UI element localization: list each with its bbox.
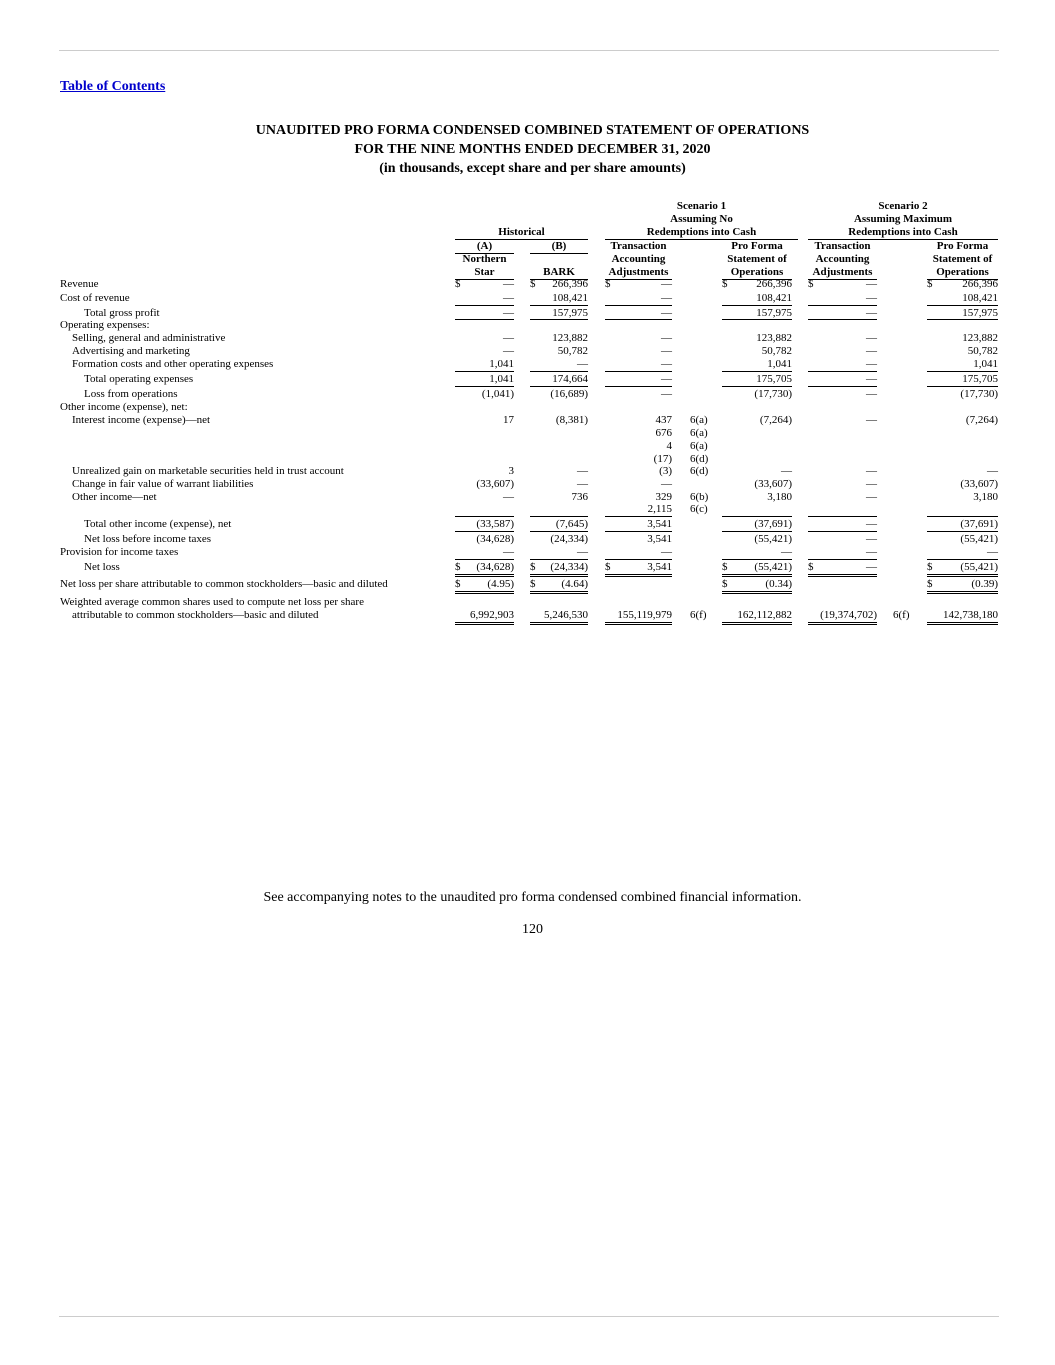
table-cell: — [530, 358, 588, 372]
table-rule [808, 531, 877, 532]
dollar-sign: $ [455, 578, 461, 590]
table-cell: (34,628) [455, 561, 514, 577]
table-cell: 6,992,903 [455, 609, 514, 625]
column-header: Star [455, 266, 514, 280]
table-cell: 5,246,530 [530, 609, 588, 625]
scenario-1-header: Scenario 1 [676, 200, 727, 212]
table-cell: 175,705 [962, 373, 998, 385]
table-cell: (17) [653, 453, 672, 465]
row-label: Other income—net [72, 491, 157, 503]
table-cell: 175,705 [756, 373, 792, 385]
row-label: Provision for income taxes [60, 546, 179, 558]
scenario-1-header: Assuming No [670, 213, 733, 225]
table-cell: (0.34) [722, 578, 792, 594]
table-cell: 3,180 [767, 491, 792, 503]
table-cell: (24,334) [550, 533, 588, 545]
dollar-sign: $ [455, 561, 461, 573]
table-cell: — [866, 546, 877, 558]
table-rule [808, 516, 877, 517]
table-cell: — [577, 465, 588, 477]
row-label: Loss from operations [84, 388, 178, 400]
table-cell: (33,607) [754, 478, 792, 490]
table-cell: — [866, 307, 877, 319]
table-cell: — [661, 278, 672, 290]
table-cell: 3,541 [647, 518, 672, 530]
table-cell: (0.39) [927, 578, 998, 594]
scenario-2-header: Assuming Maximum [853, 213, 953, 225]
dollar-sign: $ [530, 278, 536, 290]
table-cell: 50,782 [557, 345, 588, 357]
scenario-2-header: Scenario 2 [878, 200, 928, 212]
table-cell: 108,421 [962, 292, 998, 304]
table-cell: — [661, 292, 672, 304]
table-cell: — [987, 546, 998, 558]
table-rule [530, 516, 588, 517]
column-header: Operations [722, 266, 792, 280]
row-label: Net loss per share attributable to common stockholders—basic and diluted [60, 578, 388, 590]
table-rule [455, 559, 514, 560]
table-rule [455, 531, 514, 532]
table-cell: — [866, 345, 877, 357]
table-cell: — [503, 332, 514, 344]
table-cell: (55,421) [927, 561, 998, 577]
table-cell: — [577, 546, 588, 558]
table-cell: 3,541 [605, 561, 672, 577]
table-cell: 266,396 [756, 278, 792, 290]
table-cell: — [866, 388, 877, 400]
row-label: Advertising and marketing [72, 345, 190, 357]
table-cell: 329 [655, 491, 672, 503]
row-label: Change in fair value of warrant liabilities [72, 478, 254, 490]
row-label: Total operating expenses [84, 373, 194, 385]
table-cell: (4.64) [530, 578, 588, 594]
table-cell: (55,421) [722, 561, 792, 577]
adjustment-note: 6(a) [690, 440, 708, 452]
table-cell: — [866, 533, 877, 545]
table-cell: 17 [503, 414, 514, 426]
table-cell: 174,664 [552, 373, 588, 385]
dollar-sign: $ [530, 561, 536, 573]
table-cell: (34,628) [476, 533, 514, 545]
row-label: Selling, general and administrative [72, 332, 226, 344]
table-cell: — [866, 292, 877, 304]
table-cell: — [987, 465, 998, 477]
adjustment-note: 6(d) [690, 453, 709, 465]
table-cell: — [866, 278, 877, 290]
table-rule [455, 319, 514, 320]
adjustment-note: 6(d) [690, 465, 709, 477]
row-label: Net loss [84, 561, 120, 573]
table-cell: (24,334) [530, 561, 588, 577]
table-cell: — [661, 478, 672, 490]
row-label: attributable to common stockholders—basic and diluted [72, 609, 319, 621]
table-rule [808, 305, 877, 306]
table-cell: 50,782 [967, 345, 998, 357]
table-cell: (7,264) [759, 414, 792, 426]
table-cell: — [866, 491, 877, 503]
column-header: Transaction [814, 240, 871, 252]
table-rule [722, 386, 792, 387]
table-cell: — [503, 491, 514, 503]
table-cell: — [808, 561, 877, 577]
table-cell: 437 [655, 414, 672, 426]
table-cell: — [503, 278, 514, 290]
row-label: Weighted average common shares used to compute net loss per share [60, 596, 364, 608]
table-cell: — [661, 388, 672, 400]
table-rule [530, 319, 588, 320]
table-cell: (33,587) [476, 518, 514, 530]
table-rule [927, 559, 998, 560]
top-divider [59, 50, 999, 51]
table-rule [605, 305, 672, 306]
row-label: Operating expenses: [60, 319, 150, 331]
table-cell: (16,689) [550, 388, 588, 400]
table-cell: (1,041) [481, 388, 514, 400]
table-cell: — [577, 478, 588, 490]
table-cell: (7,264) [965, 414, 998, 426]
column-header: Statement of [932, 253, 993, 265]
column-header: Pro Forma [731, 240, 783, 252]
table-rule [455, 516, 514, 517]
accompanying-notes-text: See accompanying notes to the unaudited pro forma condensed combined financial information. [263, 890, 802, 905]
row-label: Formation costs and other operating expenses [72, 358, 274, 370]
table-cell: (4.95) [455, 578, 514, 594]
table-cell: 736 [571, 491, 588, 503]
column-header: Northern [462, 253, 507, 265]
table-cell: — [661, 307, 672, 319]
table-cell: 108,421 [552, 292, 588, 304]
table-rule [722, 531, 792, 532]
table-cell: — [866, 518, 877, 530]
table-cell: 157,975 [552, 307, 588, 319]
page-title-line-3: (in thousands, except share and per share amounts) [379, 161, 686, 176]
table-cell: 155,119,979 [605, 609, 672, 625]
table-cell: (17,730) [960, 388, 998, 400]
table-rule [808, 559, 877, 560]
table-cell: — [503, 546, 514, 558]
table-cell: 676 [655, 427, 672, 439]
bottom-divider [59, 1316, 999, 1317]
row-label: Total other income (expense), net [84, 518, 232, 530]
table-cell: — [661, 546, 672, 558]
dollar-sign: $ [927, 561, 933, 573]
table-cell: 157,975 [962, 307, 998, 319]
table-rule [455, 305, 514, 306]
table-rule [530, 386, 588, 387]
table-rule [722, 319, 792, 320]
dollar-sign: $ [808, 278, 814, 290]
table-rule [808, 319, 877, 320]
column-header: Pro Forma [936, 240, 989, 252]
table-cell: — [661, 345, 672, 357]
table-cell: 1,041 [455, 358, 514, 372]
column-header: Operations [927, 266, 998, 280]
row-label: Other income (expense), net: [60, 401, 188, 413]
table-cell: (3) [659, 465, 672, 477]
table-cell: — [605, 358, 672, 372]
table-cell: 1,041 [489, 373, 514, 385]
row-label: Cost of revenue [60, 292, 130, 304]
table-cell: — [661, 373, 672, 385]
table-cell: (33,607) [960, 478, 998, 490]
table-rule [605, 559, 672, 560]
table-cell: 123,882 [756, 332, 792, 344]
table-cell: 1,041 [927, 358, 998, 372]
page-title-line-1: UNAUDITED PRO FORMA CONDENSED COMBINED STATEMENT OF OPERATIONS [255, 123, 810, 138]
table-cell: (7,645) [555, 518, 588, 530]
table-cell: 123,882 [962, 332, 998, 344]
table-cell: — [808, 358, 877, 372]
table-cell: — [781, 465, 792, 477]
dollar-sign: $ [927, 578, 933, 590]
table-cell: 1,041 [722, 358, 792, 372]
dollar-sign: $ [605, 561, 611, 573]
row-label: Total gross profit [84, 307, 160, 319]
dollar-sign: $ [722, 278, 728, 290]
table-cell: (33,607) [476, 478, 514, 490]
adjustment-note: 6(b) [690, 491, 709, 503]
table-cell: 123,882 [552, 332, 588, 344]
column-header: (A) [455, 240, 514, 254]
table-cell: 3,180 [973, 491, 998, 503]
table-rule [605, 386, 672, 387]
table-cell: (55,421) [754, 533, 792, 545]
column-header: Accounting [611, 253, 666, 265]
table-rule [530, 559, 588, 560]
table-cell: 4 [666, 440, 672, 452]
column-header: Adjustments [808, 266, 877, 280]
table-cell: — [503, 345, 514, 357]
table-cell: 108,421 [756, 292, 792, 304]
table-rule [927, 531, 998, 532]
adjustment-note: 6(f) [690, 609, 707, 621]
table-rule [808, 386, 877, 387]
column-header: BARK [530, 266, 588, 280]
table-cell: (37,691) [960, 518, 998, 530]
adjustment-note: 6(a) [690, 427, 708, 439]
row-label: Interest income (expense)—net [72, 414, 211, 426]
dollar-sign: $ [927, 278, 933, 290]
dollar-sign: $ [455, 278, 461, 290]
table-cell: 157,975 [756, 307, 792, 319]
table-rule [927, 516, 998, 517]
table-cell: 266,396 [962, 278, 998, 290]
table-cell: — [781, 546, 792, 558]
page-number: 120 [522, 922, 543, 937]
table-rule [605, 319, 672, 320]
table-cell: — [503, 292, 514, 304]
dollar-sign: $ [722, 578, 728, 590]
table-cell: 266,396 [552, 278, 588, 290]
adjustment-note: 6(f) [893, 609, 910, 621]
table-cell: 3,541 [647, 533, 672, 545]
dollar-sign: $ [605, 278, 611, 290]
dollar-sign: $ [722, 561, 728, 573]
table-rule [605, 516, 672, 517]
table-cell: 142,738,180 [927, 609, 998, 625]
table-rule [455, 386, 514, 387]
table-cell: — [503, 307, 514, 319]
table-cell: — [866, 414, 877, 426]
table-cell: (19,374,702) [808, 609, 877, 625]
column-header: Statement of [727, 253, 787, 265]
table-cell: (37,691) [754, 518, 792, 530]
table-cell: (8,381) [555, 414, 588, 426]
row-label: Revenue [60, 278, 99, 290]
adjustment-note: 6(c) [690, 503, 708, 515]
table-rule [530, 305, 588, 306]
table-rule [927, 319, 998, 320]
page-title-line-2: FOR THE NINE MONTHS ENDED DECEMBER 31, 2020 [354, 142, 711, 157]
table-cell: — [866, 478, 877, 490]
dollar-sign: $ [808, 561, 814, 573]
table-cell: — [866, 465, 877, 477]
table-rule [722, 305, 792, 306]
table-of-contents-link[interactable]: Table of Contents [60, 79, 166, 94]
table-cell: 2,115 [605, 503, 672, 517]
table-cell: 3 [508, 465, 514, 477]
table-cell: 50,782 [761, 345, 792, 357]
table-rule [722, 516, 792, 517]
table-rule [927, 305, 998, 306]
scenario-2-header: Redemptions into Cash [808, 226, 998, 240]
column-header: (B) [530, 240, 588, 254]
row-label: Unrealized gain on marketable securities held in trust account [72, 465, 344, 477]
table-cell: (17,730) [754, 388, 792, 400]
table-cell: — [866, 373, 877, 385]
column-header: Adjustments [605, 266, 672, 280]
table-rule [722, 559, 792, 560]
row-label: Net loss before income taxes [84, 533, 212, 545]
column-header: Accounting [815, 253, 870, 265]
historical-header: Historical [455, 226, 588, 240]
table-cell: 162,112,882 [722, 609, 792, 625]
table-rule [530, 531, 588, 532]
scenario-1-header: Redemptions into Cash [605, 226, 798, 240]
adjustment-note: 6(a) [690, 414, 708, 426]
table-cell: — [866, 332, 877, 344]
dollar-sign: $ [530, 578, 536, 590]
table-rule [927, 386, 998, 387]
table-rule [605, 531, 672, 532]
table-cell: (55,421) [960, 533, 998, 545]
column-header: Transaction [610, 240, 667, 252]
table-cell: — [661, 332, 672, 344]
